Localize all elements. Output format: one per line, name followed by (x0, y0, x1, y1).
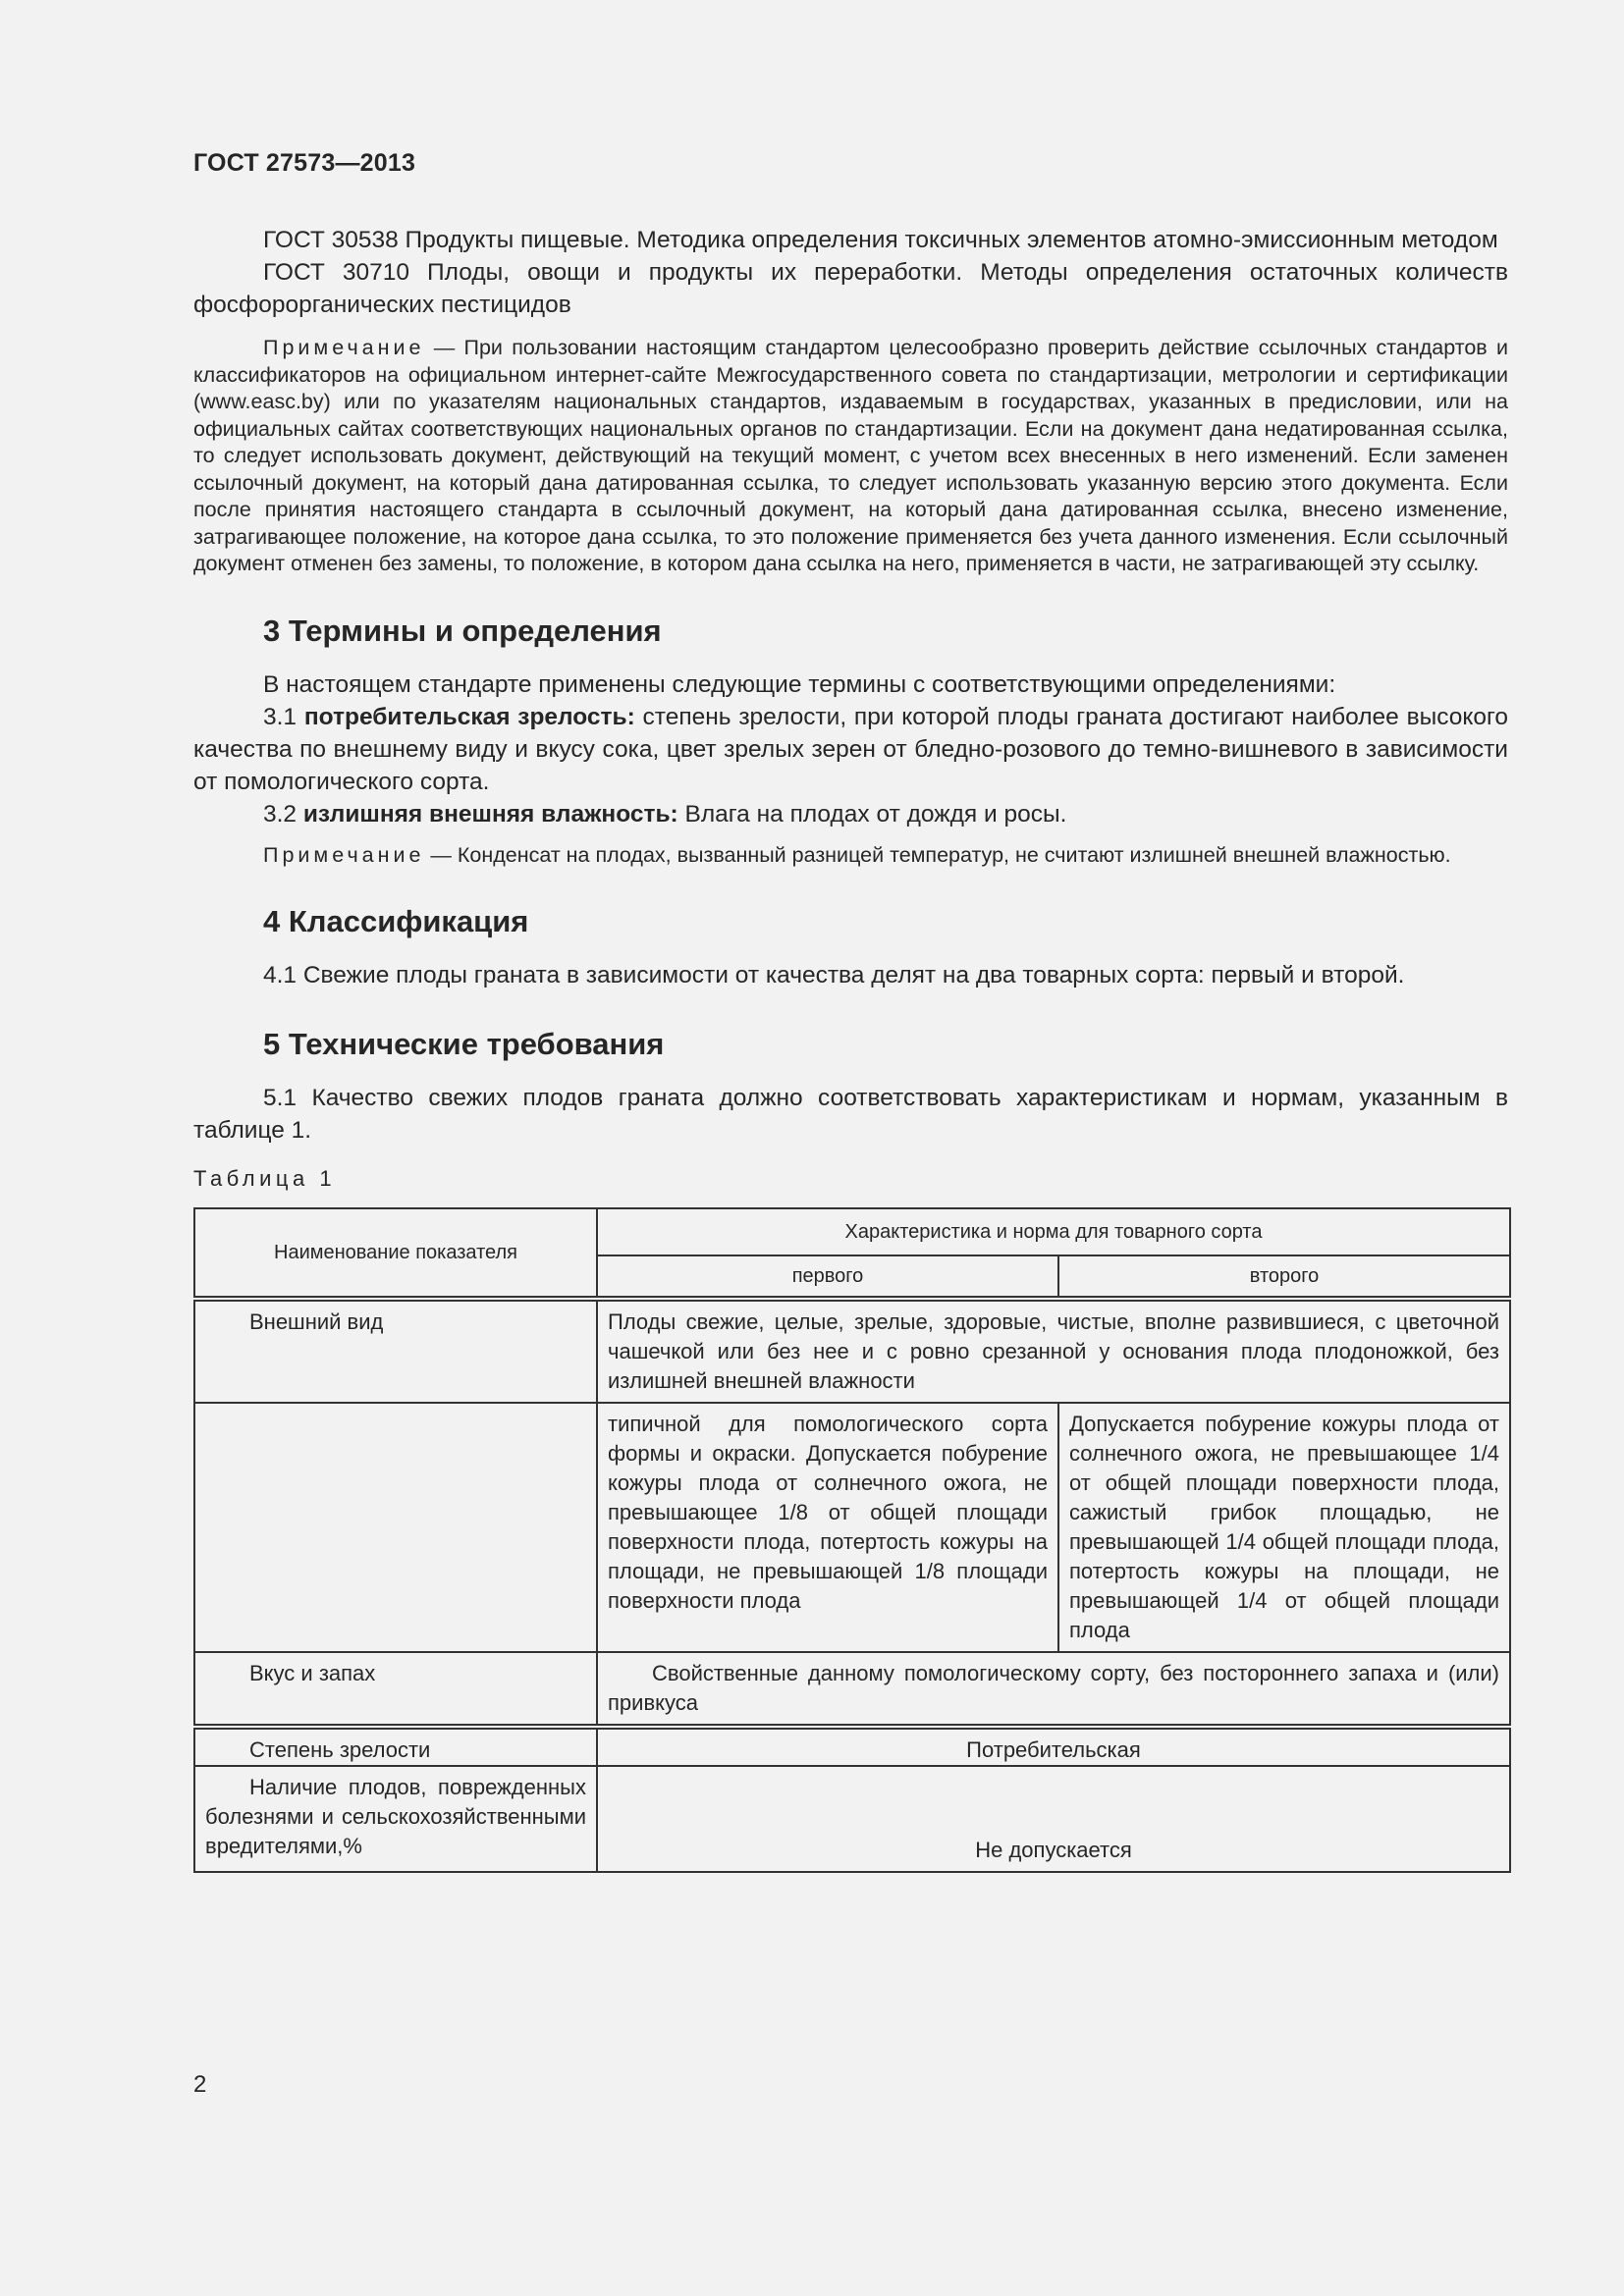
term-3-2 (193, 798, 1508, 830)
header-characteristic: Характеристика и норма для товарного сорта (597, 1208, 1510, 1255)
term-3-2-number: 3.2 (263, 800, 303, 828)
table-header-row (194, 1208, 1510, 1255)
row-appearance-first-grade: типичной для помологического сорта формы и окраски. Допускается побурение кожуры плода от солнечного ожога, не превышающее 1/8 от общей площади поверхности плода, потертость кожуры на площади, не превышающей 1/8 площади поверхности плода (597, 1403, 1058, 1652)
document-code-header: ГОСТ 27573—2013 (193, 149, 416, 177)
table-row (194, 1403, 1510, 1652)
row-ripeness-name: Степень зрелости (194, 1727, 597, 1766)
header-indicator-name: Наименование показателя (194, 1208, 597, 1299)
section-3-note (193, 842, 1508, 870)
table-row (194, 1727, 1510, 1766)
term-3-2-term: излишняя внешняя влажность: (302, 800, 678, 828)
note-text: — При пользовании настоящим стандартом целесообразно проверить действие ссылочных стандартов и классификаторов на официальном интернет-сайте Межгосударственного совета по стандартизации, метрологии и сертификации (www.easc.by) или по указателям национальных стандартов, издаваемым в государствах, указанных в предисловии, или на официальных сайтах соответствующих национальных органов по стандартизации. Если на документ дана недатированная ссылка, то следует использовать документ, действующий на текущий момент, с учетом всех внесенных в него изменений. Если заменен ссылочный документ, на который дана датированная ссылка, то следует использовать указанную версию этого документа. Если после принятия настоящего стандарта в ссылочный документ, на который дана датированная ссылка, внесено изменение, затрагивающее положение, на которое дана ссылка, то это положение применяется без учета данного изменения. Если ссылочный документ отменен без замены, то положение, в котором дана ссылка на него, применяется в части, не затрагивающей эту ссылку. (193, 336, 1508, 575)
page-number: 2 (193, 2071, 207, 2098)
section-5-heading: 5 Технические требования (263, 1027, 665, 1061)
table-row (194, 1766, 1510, 1872)
row-appearance-empty (194, 1403, 597, 1652)
term-3-1-definition: степень зрелости, при которой плоды граната достигают наиболее высокого качества по внешнему виду и вкусу сока, цвет зрелых зерен от бледно-розового до темно-вишневого в зависимости от помологического сорта. (193, 703, 1508, 795)
row-damaged-fruits-name: Наличие плодов, поврежденных болезнями и сельскохозяйственными вредителями,% (194, 1766, 597, 1872)
page-content (193, 224, 1508, 1873)
row-ripeness-value: Потребительская (597, 1727, 1510, 1766)
section-4-heading: 4 Классификация (263, 904, 529, 938)
section-3-intro: В настоящем стандарте применены следующие термины с соответствующими определениями: (263, 670, 1336, 698)
table-label: Таблица 1 (193, 1166, 337, 1191)
row-appearance-second-grade: Допускается побурение кожуры плода от солнечного ожога, не превышающее 1/4 от общей площади поверхности плода, сажистый грибок площадью, не превышающей 1/4 общей площади плода, потертость кожуры на площади, не превышающей 1/4 от общей площади плода (1058, 1403, 1510, 1652)
term-3-1 (193, 701, 1508, 798)
row-damaged-fruits-value: Не допускается (597, 1766, 1510, 1872)
section-3-note-label: Примечание (263, 842, 425, 867)
note-label: Примечание (263, 336, 425, 359)
header-second-grade: второго (1058, 1255, 1510, 1299)
reference-gost-30538: ГОСТ 30538 Продукты пищевые. Методика определения токсичных элементов атомно-эмиссионным методом (263, 227, 1498, 253)
row-appearance-name: Внешний вид (194, 1299, 597, 1403)
section-3-heading: 3 Термины и определения (263, 613, 662, 648)
row-taste-name: Вкус и запах (194, 1652, 597, 1727)
term-3-1-term: потребительская зрелость: (303, 703, 635, 730)
term-3-1-number: 3.1 (263, 703, 304, 730)
header-first-grade: первого (597, 1255, 1058, 1299)
table-row (194, 1652, 1510, 1727)
table-row (194, 1299, 1510, 1403)
row-taste-value: Свойственные данному помологическому сорту, без постороннего запаха и (или) привкуса (597, 1652, 1510, 1727)
reference-gost-30710: ГОСТ 30710 Плоды, овощи и продукты их переработки. Методы определения остаточных количеств фосфорорганических пестицидов (193, 259, 1508, 318)
term-3-2-definition: Влага на плодах от дождя и росы. (677, 800, 1067, 828)
references-note (193, 335, 1508, 578)
row-appearance-value: Плоды свежие, целые, зрелые, здоровые, чистые, вполне развившиеся, с цветочной чашечкой или без нее и с ровно срезанной у основания плода плодоножкой, без излишней внешней влажности (597, 1299, 1510, 1403)
section-4-paragraph: 4.1 Свежие плоды граната в зависимости от качества делят на два товарных сорта: первый и второй. (263, 962, 1405, 988)
quality-table (193, 1207, 1511, 1873)
section-3-note-text: — Конденсат на плодах, вызванный разницей температур, не считают излишней внешней влажностью. (424, 842, 1451, 867)
section-5-paragraph: 5.1 Качество свежих плодов граната должно соответствовать характеристикам и нормам, указанным в таблице 1. (193, 1085, 1508, 1144)
